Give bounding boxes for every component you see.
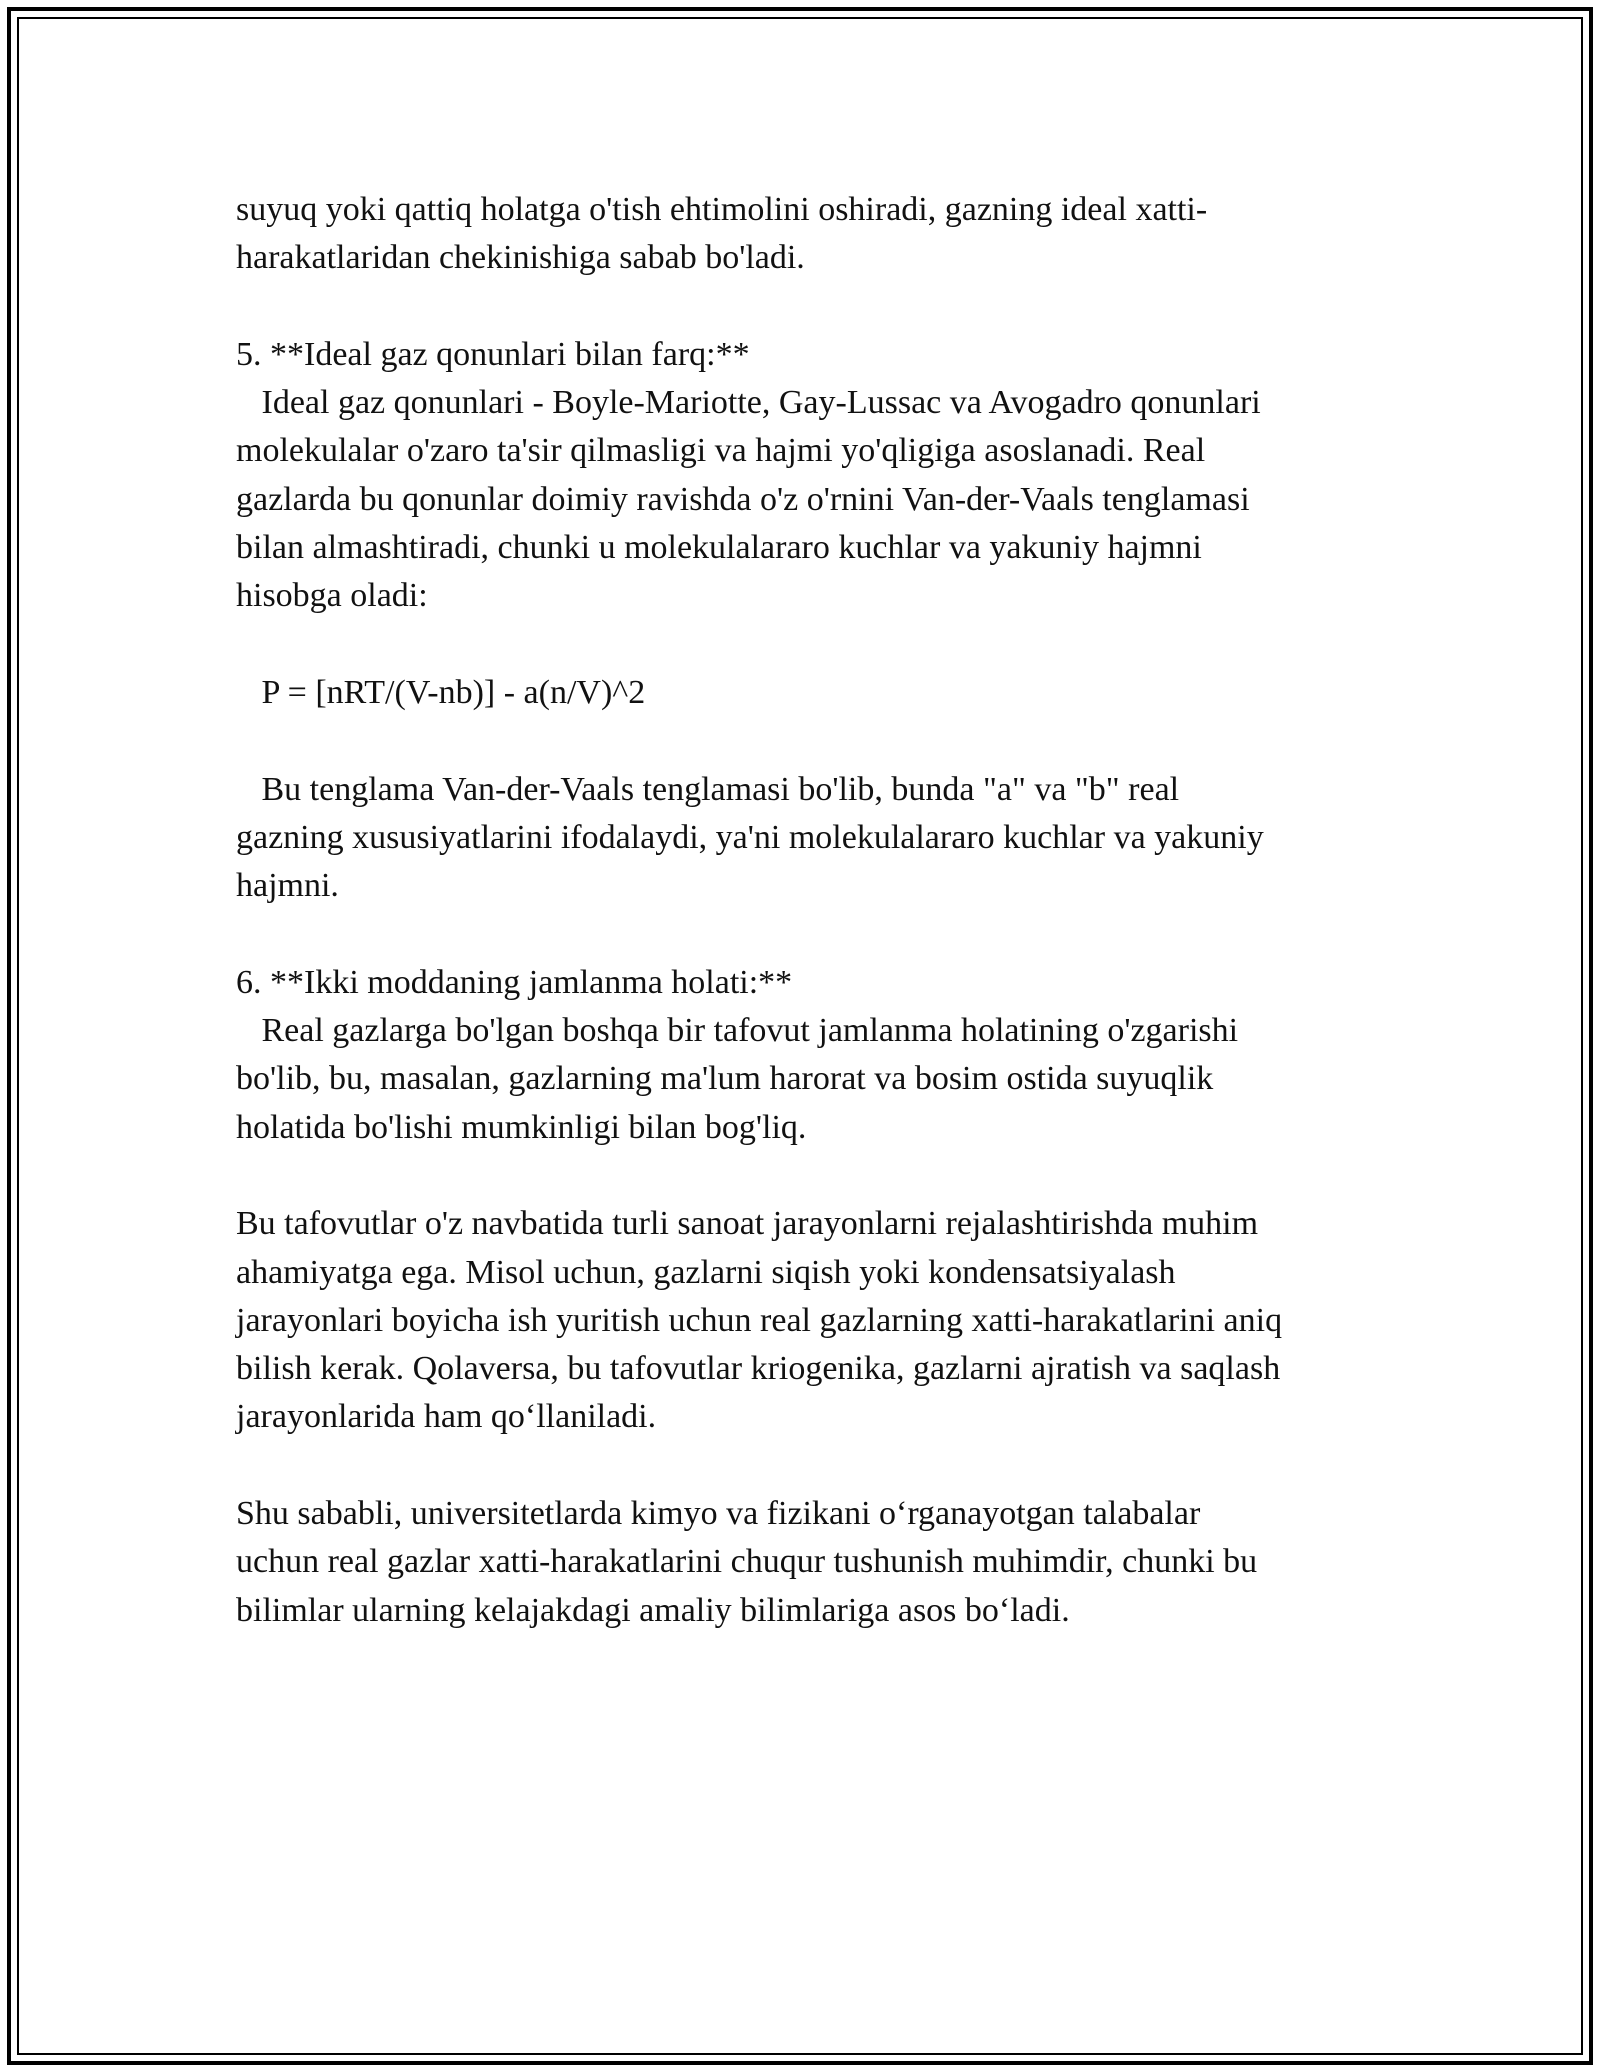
paragraph-aggregate-state: 6. **Ikki moddaning jamlanma holati:** Real gazlarga bo'lgan boshqa bir tafovut jamlanma holatining o'zgarishi bo'lib, bu, masalan, gazlarning ma'lum harorat va bosim ostida suyuqlik holatida bo'lishi mumkinligi bilan bog'liq. <box>236 963 1239 1146</box>
formula-van-der-waals: P = [nRT/(V-nb)] - a(n/V)^2 <box>236 673 646 711</box>
paragraph-ideal-gas-laws: 5. **Ideal gaz qonunlari bilan farq:** Ideal gaz qonunlari - Boyle-Mariotte, Gay-Lussac va Avogadro qonunlari molekulalar o'zaro ta'sir qilmasligi va hajmi yo'qligiga asoslanadi. Real gazlarda bu qonunlar doimiy ravishda o'z o'rnini Van-der-Vaals tenglamasi bilan almashtiradi, chunki u molekulalararo kuchlar va yakuniy hajmni hisobga oladi: <box>236 335 1261 615</box>
paragraph-intro-continuation: suyuq yoki qattiq holatga o'tish ehtimolini oshiradi, gazning ideal xatti- harakatlaridan chekinishiga sabab bo'ladi. <box>236 191 1208 277</box>
paragraph-equation-explanation: Bu tenglama Van-der-Vaals tenglamasi bo'lib, bunda "a" va "b" real gazning xususiyatlarini ifodalaydi, ya'ni molekulalararo kuchlar va yakuniy hajmni. <box>236 770 1264 905</box>
paragraph-conclusion: Shu sababli, universitetlarda kimyo va fizikani o‘rganayotgan talabalar uchun real gazlar xatti-harakatlarini chuqur tushunish muhimdir, chunki bu bilimlar ularning kelajakdagi amaliy bilimlariga asos bo‘ladi. <box>236 1495 1258 1629</box>
document-body <box>236 186 1376 1683</box>
paragraph-industrial-importance: Bu tafovutlar o'z navbatida turli sanoat jarayonlarni rejalashtirishda muhim ahamiyatga ega. Misol uchun, gazlarni siqish yoki kondensatsiyalash jarayonlari boyicha ish yuritish uchun real gazlarning xatti-harakatlarini aniq bilish kerak. Qolaversa, bu tafovutlar kriogenika, gazlarni ajratish va saqlash jarayonlarida ham qo‘llaniladi. <box>236 1205 1283 1436</box>
